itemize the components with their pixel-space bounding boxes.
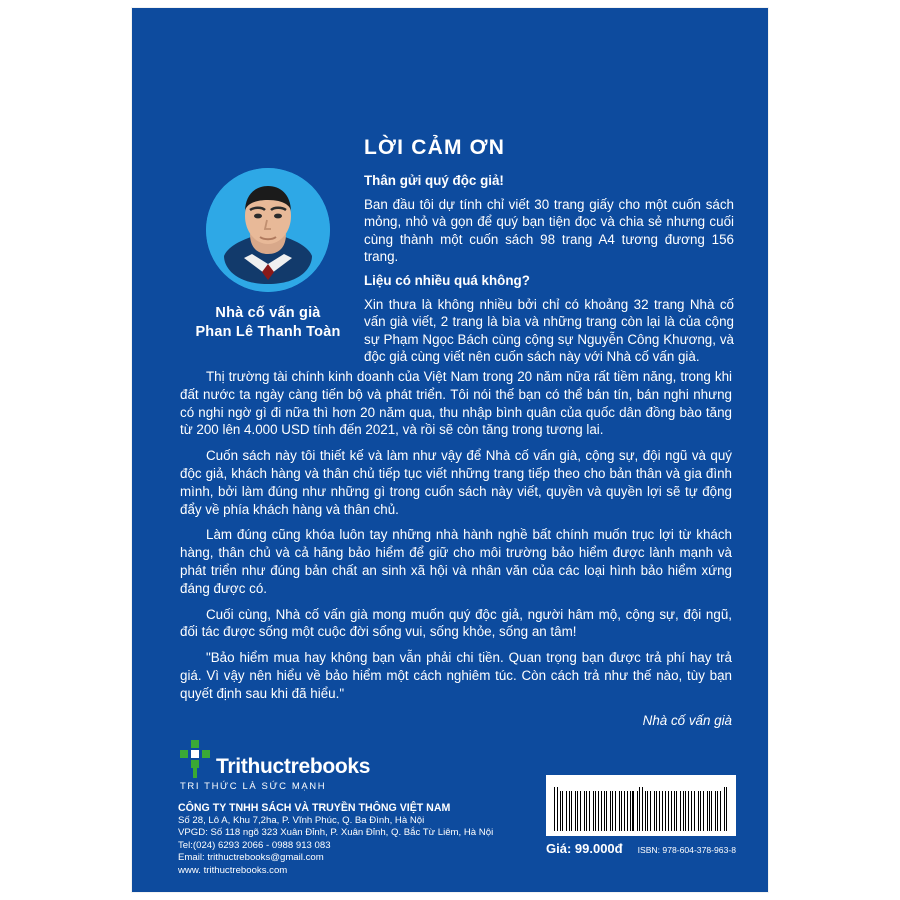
body-paragraph-4: Cuối cùng, Nhà cố vấn già mong muốn quý độc giả, người hâm mộ, cộng sự, đội ngũ, đối tác được sống một cuộc đời sống vui, sống khỏe, sống an tâm! bbox=[180, 606, 732, 640]
publisher-company: CÔNG TY TNHH SÁCH VÀ TRUYỀN THÔNG VIỆT NAM bbox=[178, 802, 451, 814]
publisher-address-2: VPGD: Số 118 ngõ 323 Xuân Đỉnh, P. Xuân Đỉnh, Q. Bắc Từ Liêm, Hà Nội bbox=[178, 827, 494, 839]
intro-question: Liệu có nhiều quá không? bbox=[364, 272, 530, 288]
publisher-email: Email: trithuctrebooks@gmail.com bbox=[178, 852, 324, 864]
author-block bbox=[178, 168, 358, 342]
publisher-block bbox=[178, 738, 508, 877]
isbn-label: ISBN: 978-604-378-963-8 bbox=[637, 845, 736, 855]
signature: Nhà cố vấn già bbox=[642, 712, 732, 728]
barcode-image bbox=[546, 775, 736, 836]
barcode-area bbox=[546, 775, 736, 856]
publisher-address-1: Số 28, Lô A, Khu 7,2ha, P. Vĩnh Phúc, Q. Ba Đình, Hà Nội bbox=[178, 815, 425, 826]
body-quote: "Bảo hiểm mua hay không bạn vẫn phải chi tiền. Quan trọng bạn được trả phí hay trả giá. Vì vậy nên hiểu về bảo hiểm một cách nghiêm túc. Còn cách trả như thế nào, tùy bạn quyết định sau khi đã hiểu." bbox=[180, 650, 732, 701]
publisher-tagline: TRI THỨC LÀ SỨC MẠNH bbox=[180, 781, 327, 792]
price-label: Giá: 99.000đ bbox=[546, 841, 623, 856]
page-title: LỜI CẢM ƠN bbox=[364, 136, 506, 159]
price-row bbox=[546, 841, 736, 856]
intro-column bbox=[364, 136, 734, 372]
author-name bbox=[178, 304, 358, 342]
body-text bbox=[180, 368, 732, 728]
tree-logo-icon bbox=[178, 738, 212, 778]
author-title-line2: Phan Lê Thanh Toàn bbox=[195, 324, 341, 340]
body-paragraph-1: Thị trường tài chính kinh doanh của Việt Nam trong 20 năm nữa rất tiềm năng, trong khi đất nước ta ngày càng tiến bộ và phát triển. Tôi nói thế bạn có thể bán tín, bán nghi nhưng có nghi ngờ gì đi nữa thì hơn 20 năm qua, thu nhập bình quân của quốc dân đồng bào tăng từ 200 lên 4.000 USD tính đến 2021, và rồi sẽ còn tăng trong tương lai. bbox=[180, 369, 732, 438]
body-paragraph-2: Cuốn sách này tôi thiết kế và làm như vậy để Nhà cố vấn già, cộng sự, đội ngũ và quý độc giả, khách hàng và thân chủ tiếp tục viết những trang tiếp theo cho bản thân và gia đình mình, bởi làm đúng như những gì trong cuốn sách này viết, quyền và quyền lợi sẽ tự động đẩy về phía khách hàng và thân chủ. bbox=[180, 448, 732, 517]
book-cover bbox=[132, 8, 768, 892]
author-portrait bbox=[206, 168, 330, 292]
publisher-website: www. trithuctrebooks.com bbox=[178, 864, 288, 876]
body-paragraph-3: Làm đúng cũng khóa luôn tay những nhà hành nghề bất chính muốn trục lợi từ khách hàng, thân chủ và cả hãng bảo hiểm để giữ cho môi trường bảo hiểm được lành mạnh và phát triển như đúng bản chất an sinh xã hội và nhân văn của các loại hình bảo hiểm xứng đáng được có. bbox=[180, 527, 732, 596]
intro-paragraph-1: Ban đầu tôi dự tính chỉ viết 30 trang giấy cho một cuốn sách mỏng, nhỏ và gọn để quý bạn tiện đọc và chia sẻ nhưng cuối cùng thành một cuốn sách 98 trang A4 tương đương 156 trang. bbox=[364, 196, 734, 265]
intro-greeting: Thân gửi quý độc giả! bbox=[364, 173, 504, 188]
publisher-logo-text: Trithuctrebooks bbox=[216, 755, 371, 778]
publisher-logo bbox=[178, 738, 508, 778]
intro-paragraph-2: Xin thưa là không nhiều bởi chỉ có khoảng 32 trang Nhà cố vấn già viết, 2 trang là bìa và những trang còn lại là của cộng sự Phạm Ngọc Bách cùng cộng sự Nguyễn Công Khương, và độc giả cùng viết nên cuốn sách này với Nhà cố vấn già. bbox=[364, 296, 734, 365]
publisher-phone: Tel:(024) 6293 2066 - 0988 913 083 bbox=[178, 839, 331, 851]
author-title-line1: Nhà cố vấn già bbox=[215, 305, 321, 321]
